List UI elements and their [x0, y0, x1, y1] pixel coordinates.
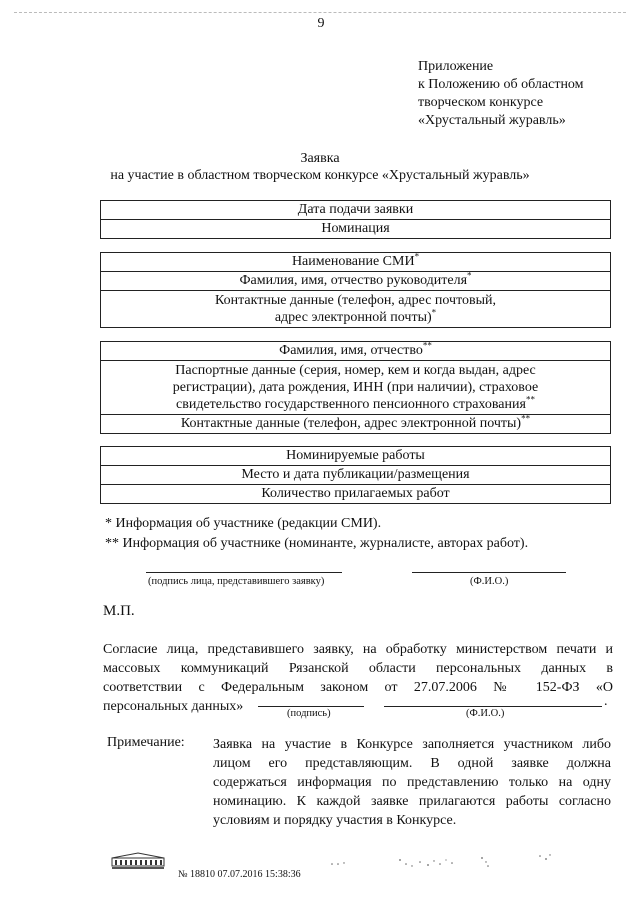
consent-signature-line: [258, 706, 364, 707]
stamp-place-label: М.П.: [103, 603, 135, 619]
form-table-works: [100, 446, 611, 504]
footnote-double-star: ** Информация об участнике (номинанте, журналисте, авторах работ).: [105, 536, 529, 551]
form-table-participant: [100, 341, 611, 434]
form-table-media: [100, 252, 611, 328]
form-cell-works-count: Количество прилагаемых работ: [101, 485, 611, 504]
consent-name-caption: (Ф.И.О.): [466, 708, 505, 719]
registration-stamp-text: № 18810 07.07.2016 15:38:36: [178, 869, 301, 880]
form-cell-submission-date: Дата подачи заявки: [101, 201, 611, 220]
form-cell-media-name: Наименование СМИ*: [101, 253, 611, 272]
consent-line: персональных данных»: [103, 699, 244, 714]
appendix-line: Приложение: [418, 59, 494, 74]
consent-signature-caption: (подпись): [287, 708, 331, 719]
appendix-line: к Положению об областном: [418, 77, 584, 92]
remark-text: [213, 735, 611, 830]
form-cell-media-contacts: Контактные данные (телефон, адрес почтовый, адрес электронной почты)*: [101, 291, 611, 328]
signature-caption: (подпись лица, представившего заявку): [148, 576, 325, 587]
scan-noise-marks: [328, 850, 588, 874]
form-cell-nominated-works: Номинируемые работы: [101, 447, 611, 466]
remark-line: номинацию. К каждой заявке прилагаются работы согласно: [213, 794, 611, 809]
registry-logo-icon: [111, 852, 165, 870]
appendix-line: «Хрустальный журавль»: [418, 113, 566, 128]
consent-line: массовых коммуникаций Рязанской области персональных данных в: [103, 661, 613, 676]
form-cell-participant-name: Фамилия, имя, отчество**: [101, 342, 611, 361]
remark-line: лицом его представляющим. В одной заявке должна: [213, 756, 611, 771]
form-cell-nomination: Номинация: [101, 220, 611, 239]
consent-line: Согласие лица, представившего заявку, на обработку министерством печати и: [103, 642, 613, 657]
name-line: [412, 572, 566, 573]
form-table-general: [100, 200, 611, 239]
footnotes: [105, 514, 528, 554]
remark-line: Заявка на участие в Конкурсе заполняется участником либо: [213, 737, 611, 752]
application-title: Заявка: [300, 151, 340, 166]
form-cell-head-name: Фамилия, имя, отчество руководителя*: [101, 272, 611, 291]
remark-line: содержаться информация по представлению только на одну: [213, 775, 611, 790]
signature-line: [146, 572, 342, 573]
consent-line: соответствии с Федеральным законом от 27.07.2006 № 152-ФЗ «О: [103, 680, 613, 695]
consent-period: .: [604, 694, 608, 709]
form-cell-publication-place-date: Место и дата публикации/размещения: [101, 466, 611, 485]
name-caption: (Ф.И.О.): [470, 576, 509, 587]
remark-line: условиям и порядку участия в Конкурсе.: [213, 813, 457, 828]
consent-paragraph: [103, 640, 613, 716]
footnote-single-star: * Информация об участнике (редакции СМИ).: [105, 516, 382, 531]
appendix-header: [418, 58, 584, 130]
form-cell-passport-data: Паспортные данные (серия, номер, кем и когда выдан, адрес регистрации), дата рождения, ИНН (при наличии), страховое свидетельство государственного пенсионного страхования**: [101, 361, 611, 415]
page-number: 9: [317, 16, 325, 31]
scan-top-rule: [14, 12, 626, 13]
consent-name-line: [384, 706, 602, 707]
appendix-line: творческом конкурсе: [418, 95, 544, 110]
form-cell-participant-contacts: Контактные данные (телефон, адрес электронной почты)**: [101, 415, 611, 434]
remark-label: Примечание:: [107, 735, 185, 750]
application-subtitle: на участие в областном творческом конкурсе «Хрустальный журавль»: [110, 168, 530, 183]
